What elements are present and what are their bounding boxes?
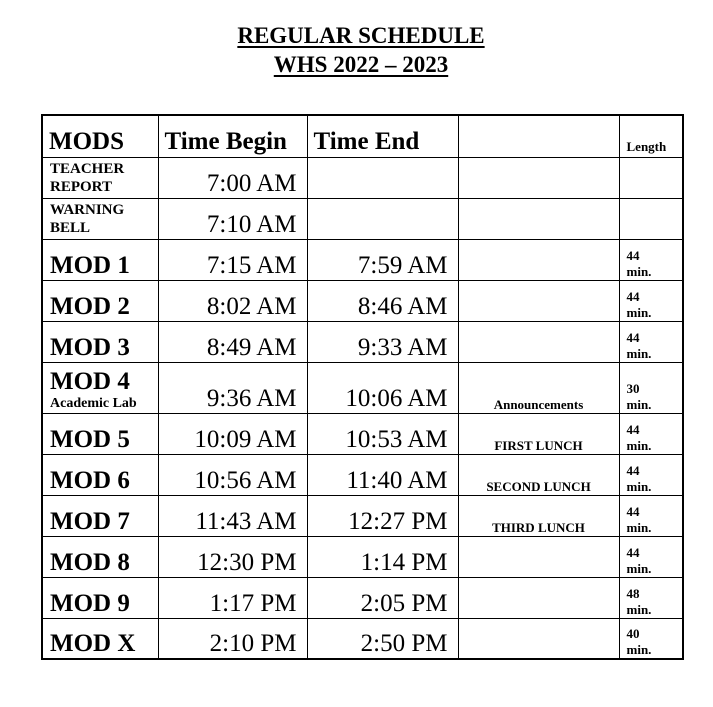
time-begin-cell: 7:00 AM xyxy=(158,157,307,198)
table-row xyxy=(42,239,683,280)
mod-label-line2: REPORT xyxy=(50,178,112,195)
mod-cell xyxy=(42,362,158,413)
mod-cell: MOD 1 xyxy=(42,239,158,280)
table-row xyxy=(42,577,683,618)
note-cell xyxy=(458,536,619,577)
mod-cell: MOD 8 xyxy=(42,536,158,577)
length-number: 44 xyxy=(626,421,640,437)
length-unit: min. xyxy=(626,396,652,412)
header-time-end: Time End xyxy=(307,115,458,157)
time-begin-cell: 7:10 AM xyxy=(158,198,307,239)
header-time-begin: Time Begin xyxy=(158,115,307,157)
time-begin-cell: 12:30 PM xyxy=(158,536,307,577)
mod-label-line2: BELL xyxy=(50,219,91,236)
note-cell xyxy=(458,280,619,321)
table-row xyxy=(42,413,683,454)
table-row xyxy=(42,495,683,536)
length-unit: min. xyxy=(626,478,652,494)
mod-sublabel: Academic Lab xyxy=(50,395,137,411)
length-cell xyxy=(619,321,683,362)
length-cell xyxy=(619,618,683,659)
length-cell xyxy=(619,362,683,413)
mod-label: MOD 4 xyxy=(50,367,130,395)
mod-label-line1: WARNING xyxy=(50,201,125,218)
note-cell: Announcements xyxy=(458,362,619,413)
time-end-cell: 12:27 PM xyxy=(307,495,458,536)
note-cell: SECOND LUNCH xyxy=(458,454,619,495)
schedule-table xyxy=(41,114,684,660)
document-title: REGULAR SCHEDULE xyxy=(237,23,485,48)
length-unit: min. xyxy=(626,437,652,453)
time-end-cell: 1:14 PM xyxy=(307,536,458,577)
mod-cell: MOD 3 xyxy=(42,321,158,362)
time-begin-cell: 10:56 AM xyxy=(158,454,307,495)
time-begin-cell: 1:17 PM xyxy=(158,577,307,618)
table-row xyxy=(42,321,683,362)
time-end-cell xyxy=(307,198,458,239)
time-end-cell: 2:50 PM xyxy=(307,618,458,659)
length-cell xyxy=(619,198,683,239)
header-notes xyxy=(458,115,619,157)
length-cell xyxy=(619,239,683,280)
time-begin-cell: 8:49 AM xyxy=(158,321,307,362)
mod-label-line1: TEACHER xyxy=(50,160,125,177)
length-unit: min. xyxy=(626,642,652,657)
time-end-cell: 8:46 AM xyxy=(307,280,458,321)
time-end-cell: 10:53 AM xyxy=(307,413,458,454)
length-number: 40 xyxy=(626,626,640,641)
length-number: 48 xyxy=(626,585,640,601)
table-row xyxy=(42,198,683,239)
length-number: 44 xyxy=(626,329,640,345)
note-cell xyxy=(458,239,619,280)
length-number: 44 xyxy=(626,503,640,519)
time-end-cell: 2:05 PM xyxy=(307,577,458,618)
length-cell xyxy=(619,280,683,321)
time-begin-cell: 10:09 AM xyxy=(158,413,307,454)
length-unit: min. xyxy=(626,345,652,361)
note-cell: THIRD LUNCH xyxy=(458,495,619,536)
length-cell xyxy=(619,577,683,618)
length-number: 44 xyxy=(626,288,640,304)
mod-cell: MOD 7 xyxy=(42,495,158,536)
note-cell xyxy=(458,321,619,362)
time-end-cell: 9:33 AM xyxy=(307,321,458,362)
note-cell xyxy=(458,157,619,198)
time-end-cell xyxy=(307,157,458,198)
note-cell xyxy=(458,577,619,618)
note-cell xyxy=(458,618,619,659)
length-unit: min. xyxy=(626,304,652,320)
table-row xyxy=(42,536,683,577)
note-cell xyxy=(458,198,619,239)
length-unit: min. xyxy=(626,560,652,576)
mod-cell: MOD 5 xyxy=(42,413,158,454)
header-length: Length xyxy=(619,115,683,157)
time-end-cell: 7:59 AM xyxy=(307,239,458,280)
length-unit: min. xyxy=(626,519,652,535)
mod-cell xyxy=(42,157,158,198)
mod-cell: MOD X xyxy=(42,618,158,659)
length-cell xyxy=(619,157,683,198)
time-end-cell: 11:40 AM xyxy=(307,454,458,495)
time-begin-cell: 7:15 AM xyxy=(158,239,307,280)
mod-cell xyxy=(42,198,158,239)
table-row xyxy=(42,280,683,321)
length-cell xyxy=(619,454,683,495)
time-begin-cell: 2:10 PM xyxy=(158,618,307,659)
document-subtitle: WHS 2022 – 2023 xyxy=(273,52,449,77)
table-row xyxy=(42,454,683,495)
mod-cell: MOD 6 xyxy=(42,454,158,495)
table-header-row xyxy=(42,115,683,157)
length-unit: min. xyxy=(626,601,652,617)
time-begin-cell: 9:36 AM xyxy=(158,362,307,413)
length-number: 44 xyxy=(626,544,640,560)
length-cell xyxy=(619,413,683,454)
length-cell xyxy=(619,536,683,577)
length-number: 44 xyxy=(626,247,640,263)
mod-cell: MOD 2 xyxy=(42,280,158,321)
length-number: 44 xyxy=(626,462,640,478)
table-row xyxy=(42,618,683,659)
time-end-cell: 10:06 AM xyxy=(307,362,458,413)
length-number: 30 xyxy=(626,380,640,396)
time-begin-cell: 11:43 AM xyxy=(158,495,307,536)
header-mods: MODS xyxy=(42,115,158,157)
mod-cell: MOD 9 xyxy=(42,577,158,618)
length-cell xyxy=(619,495,683,536)
length-unit: min. xyxy=(626,263,652,279)
table-row xyxy=(42,157,683,198)
table-row xyxy=(42,362,683,413)
note-cell: FIRST LUNCH xyxy=(458,413,619,454)
time-begin-cell: 8:02 AM xyxy=(158,280,307,321)
